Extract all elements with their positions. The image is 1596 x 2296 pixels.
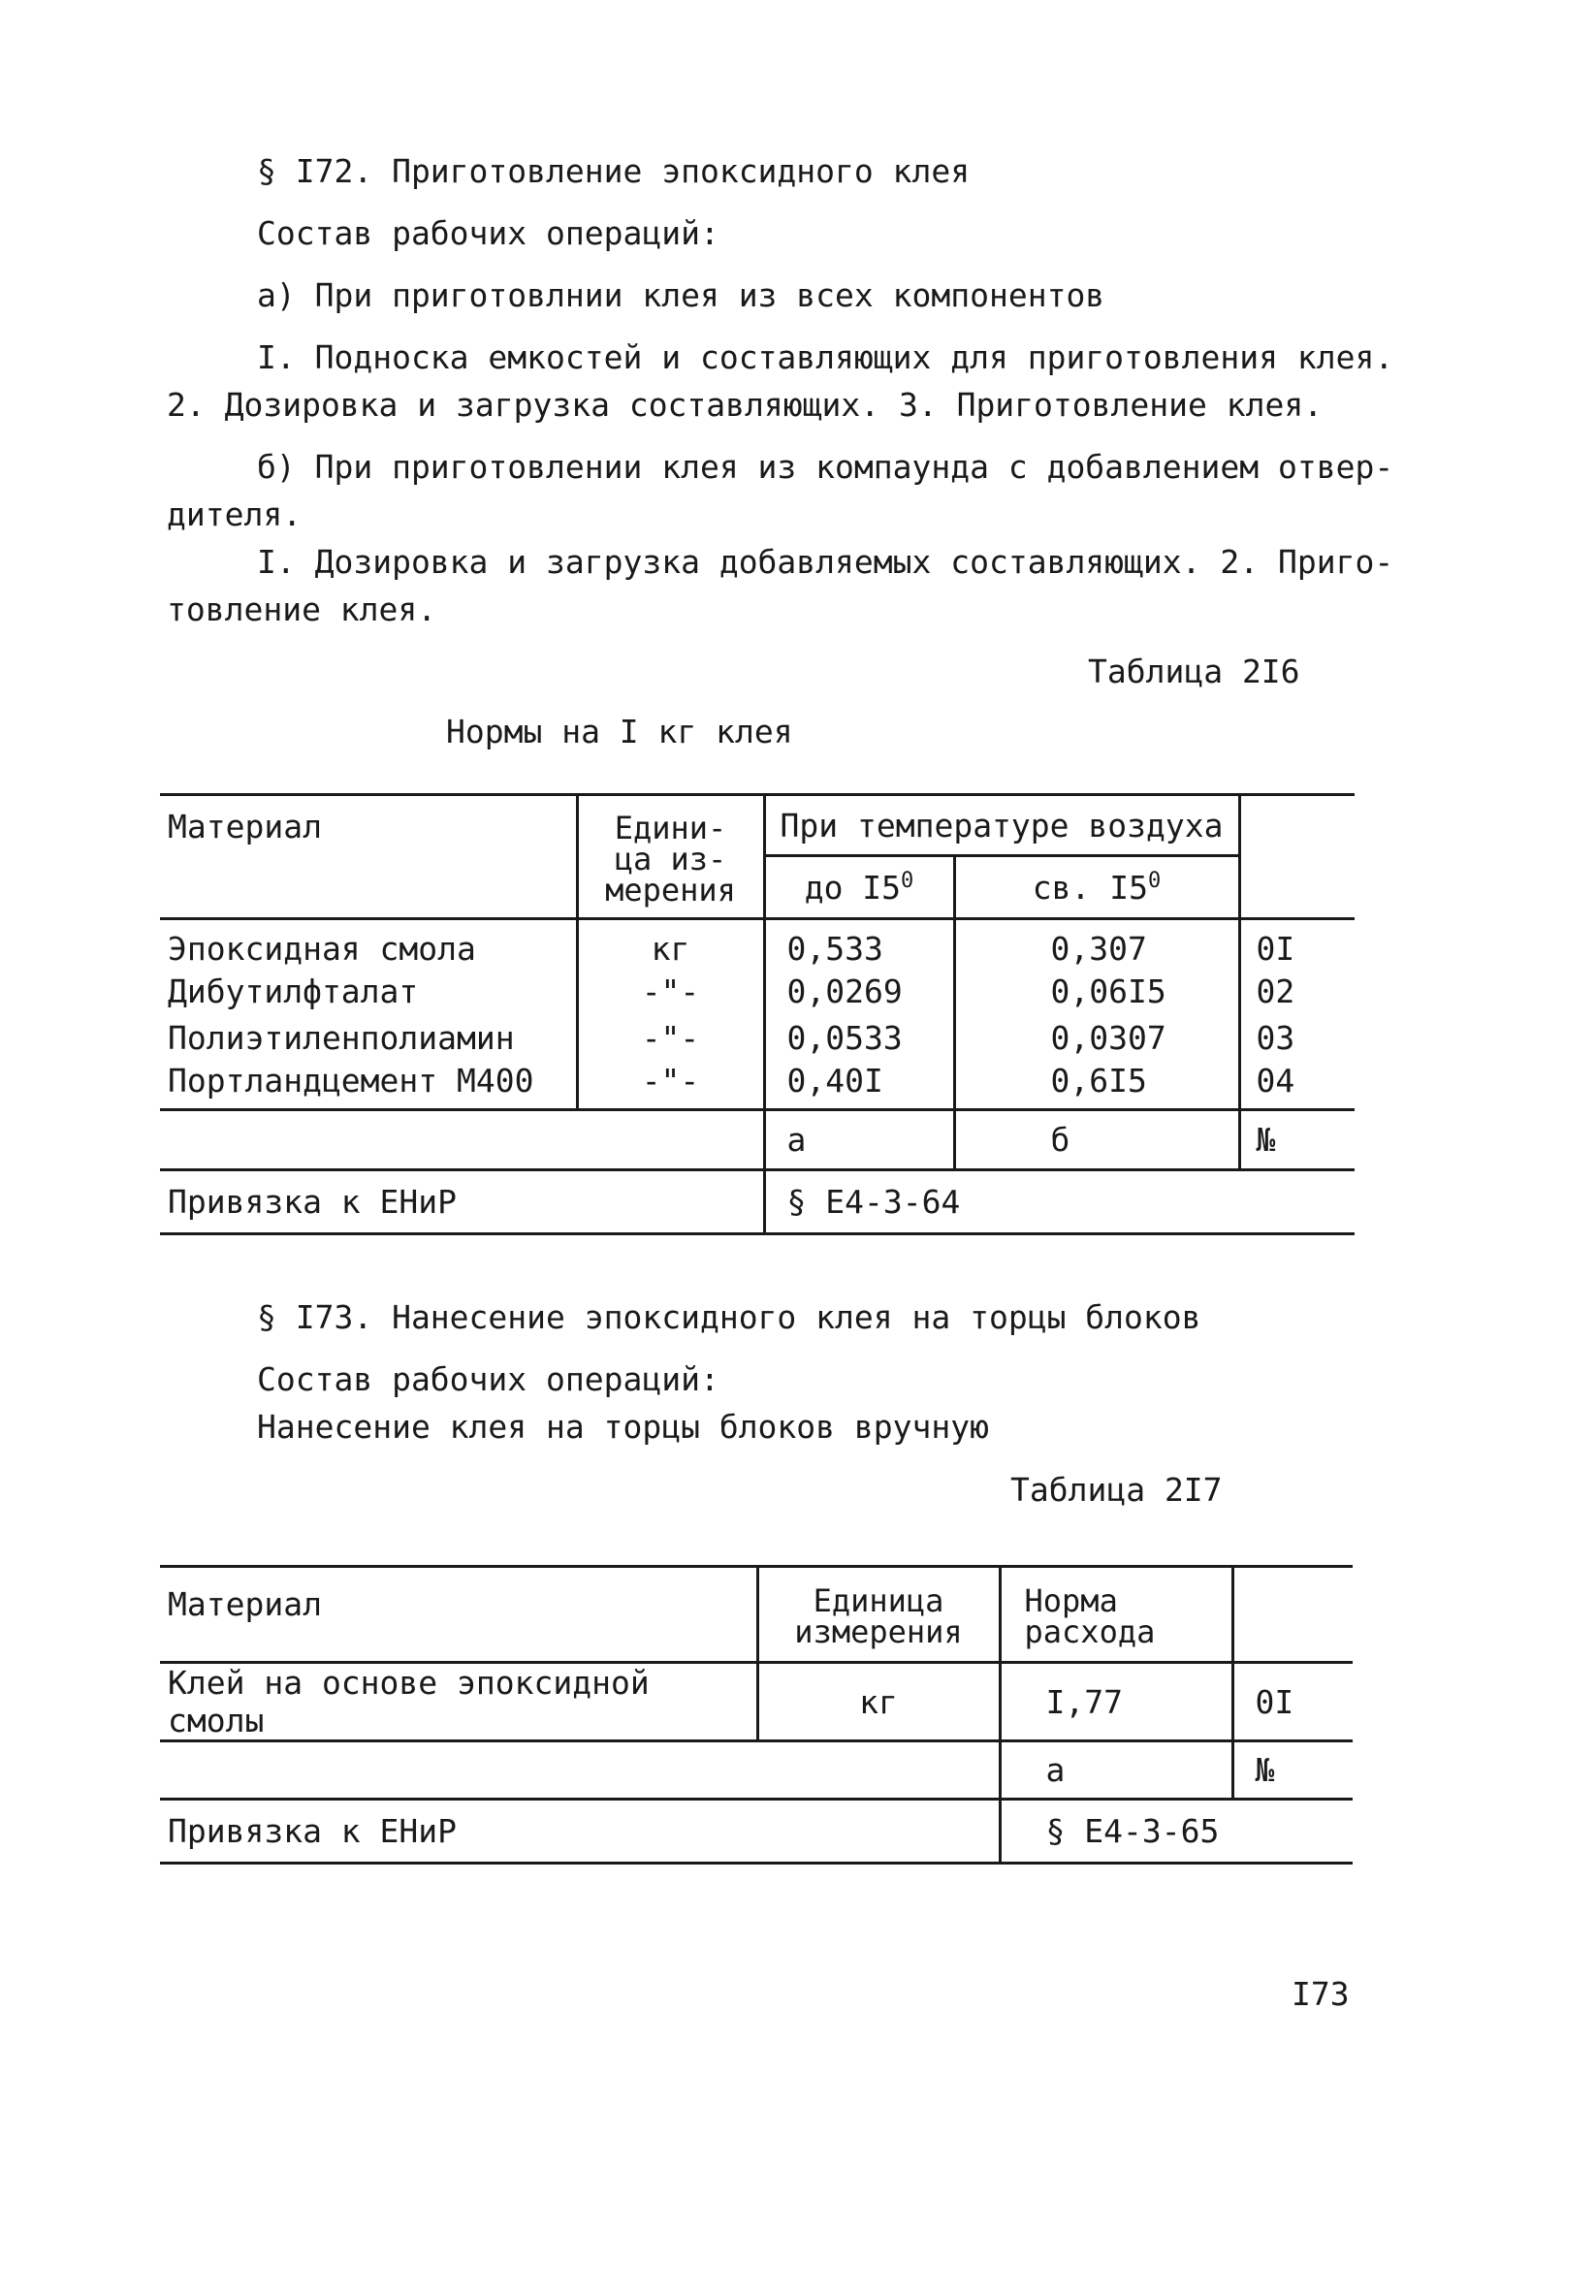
table-216-caption: Нормы на I кг клея: [446, 713, 793, 750]
table-216-row-code: 0I: [1239, 919, 1355, 969]
section-172-case-b-ops-line2: товление клея.: [167, 590, 437, 628]
table-216-row-code: 04: [1256, 1061, 1295, 1100]
table-217-header-empty: [1232, 1567, 1353, 1663]
table-217-header-material: Материал: [160, 1567, 757, 1663]
section-172-case-a: а) При приготовлнии клея из всех компонентов: [257, 276, 1105, 314]
table-216-row-unit: -"-: [577, 1014, 764, 1061]
table-216-binding-value: § Е4-3-64: [764, 1169, 1355, 1233]
table-217-letters-empty: [160, 1741, 1000, 1800]
section-172-case-a-ops-line2: 2. Дозировка и загрузка составляющих. 3. Приготовление клея.: [167, 386, 1324, 424]
table-216-header-empty-2: [1239, 856, 1355, 919]
section-172-title: § I72. Приготовление эпоксидного клея: [257, 152, 971, 190]
section-172-ops-heading: Состав рабочих операций:: [257, 214, 719, 252]
table-217-label: Таблица 2I7: [1010, 1471, 1223, 1509]
table-217-binding-label: Привязка к ЕНиР: [160, 1800, 1000, 1864]
table-217-binding-value: § Е4-3-65: [1000, 1800, 1353, 1864]
section-172-case-b-line1: б) При приготовлении клея из компаунда с добавлением отвер-: [257, 448, 1394, 486]
table-216-row-value-a: 0,40I: [764, 1061, 954, 1109]
table-216-row-value-b: 0,307: [954, 919, 1239, 969]
table-216-header-unit: Едини- ца из- мерения: [577, 795, 764, 919]
table-217-row-value-a: I,77: [1000, 1663, 1232, 1741]
table-217-row-code: 0I: [1232, 1663, 1353, 1741]
table-216-num-sign: №: [1239, 1109, 1355, 1169]
section-172-case-b-line2: дителя.: [167, 495, 303, 533]
table-216-header-col-b: св. $I5^0$: [954, 856, 1239, 919]
table-216-row-value-b: 0,06I5: [954, 968, 1239, 1014]
section-173-ops: Нанесение клея на торцы блоков вручную: [257, 1408, 989, 1446]
table-216-letters-empty: [160, 1109, 764, 1169]
table-216-binding-label: Привязка к ЕНиР: [160, 1169, 764, 1233]
table-216-row-value-a: 0,0269: [764, 968, 954, 1014]
table-216-header-col-a: до $I5^0$: [764, 856, 954, 919]
table-216-row-unit: кг: [577, 919, 764, 969]
table-216: [160, 793, 1355, 1235]
table-216-header-empty: [1239, 795, 1355, 856]
table-217: [160, 1565, 1353, 1865]
table-216-row-unit: -"-: [577, 1061, 764, 1109]
page-number: I73: [1292, 1975, 1350, 2013]
table-216-row-material: Портландцемент М400: [160, 1061, 577, 1109]
table-217-num-sign: №: [1232, 1741, 1353, 1800]
table-216-row-material: Полиэтиленполиамин: [160, 1014, 577, 1061]
table-216-row-value-b: 0,6I5: [954, 1061, 1239, 1109]
section-173-ops-heading: Состав рабочих операций:: [257, 1360, 719, 1398]
table-216-letter-b: б: [954, 1109, 1239, 1169]
table-216-header-temp: При температуре воздуха: [764, 795, 1239, 856]
table-216-letter-a: а: [764, 1109, 954, 1169]
table-216-label: Таблица 2I6: [1088, 653, 1300, 690]
table-216-row-material: Дибутилфталат: [160, 968, 577, 1014]
section-172-case-a-ops-line1: I. Подноска емкостей и составляющих для приготовления клея.: [257, 338, 1394, 376]
table-216-row-code: 03: [1256, 1018, 1295, 1057]
table-216-row-unit: -"-: [577, 968, 764, 1014]
table-217-header-unit: Единица измерения: [757, 1567, 1000, 1663]
table-217-row-unit: кг: [757, 1663, 1000, 1741]
table-217-row-material: Клей на основе эпоксидной смолы: [160, 1663, 757, 1741]
table-216-row-material: Эпоксидная смола: [160, 919, 577, 969]
table-216-row-value-b: 0,0307: [954, 1014, 1239, 1061]
table-217-header-norm: Норма расхода: [1000, 1567, 1232, 1663]
table-216-row-value-a: 0,0533: [764, 1014, 954, 1061]
section-172-case-b-ops-line1: I. Дозировка и загрузка добавляемых составляющих. 2. Приго-: [257, 543, 1394, 581]
table-217-letter-a: а: [1000, 1741, 1232, 1800]
table-216-row-code: 02: [1256, 972, 1295, 1010]
table-216-header-material: Материал: [160, 795, 577, 919]
section-173-title: § I73. Нанесение эпоксидного клея на торцы блоков: [257, 1298, 1201, 1336]
table-216-row-value-a: 0,533: [764, 919, 954, 969]
